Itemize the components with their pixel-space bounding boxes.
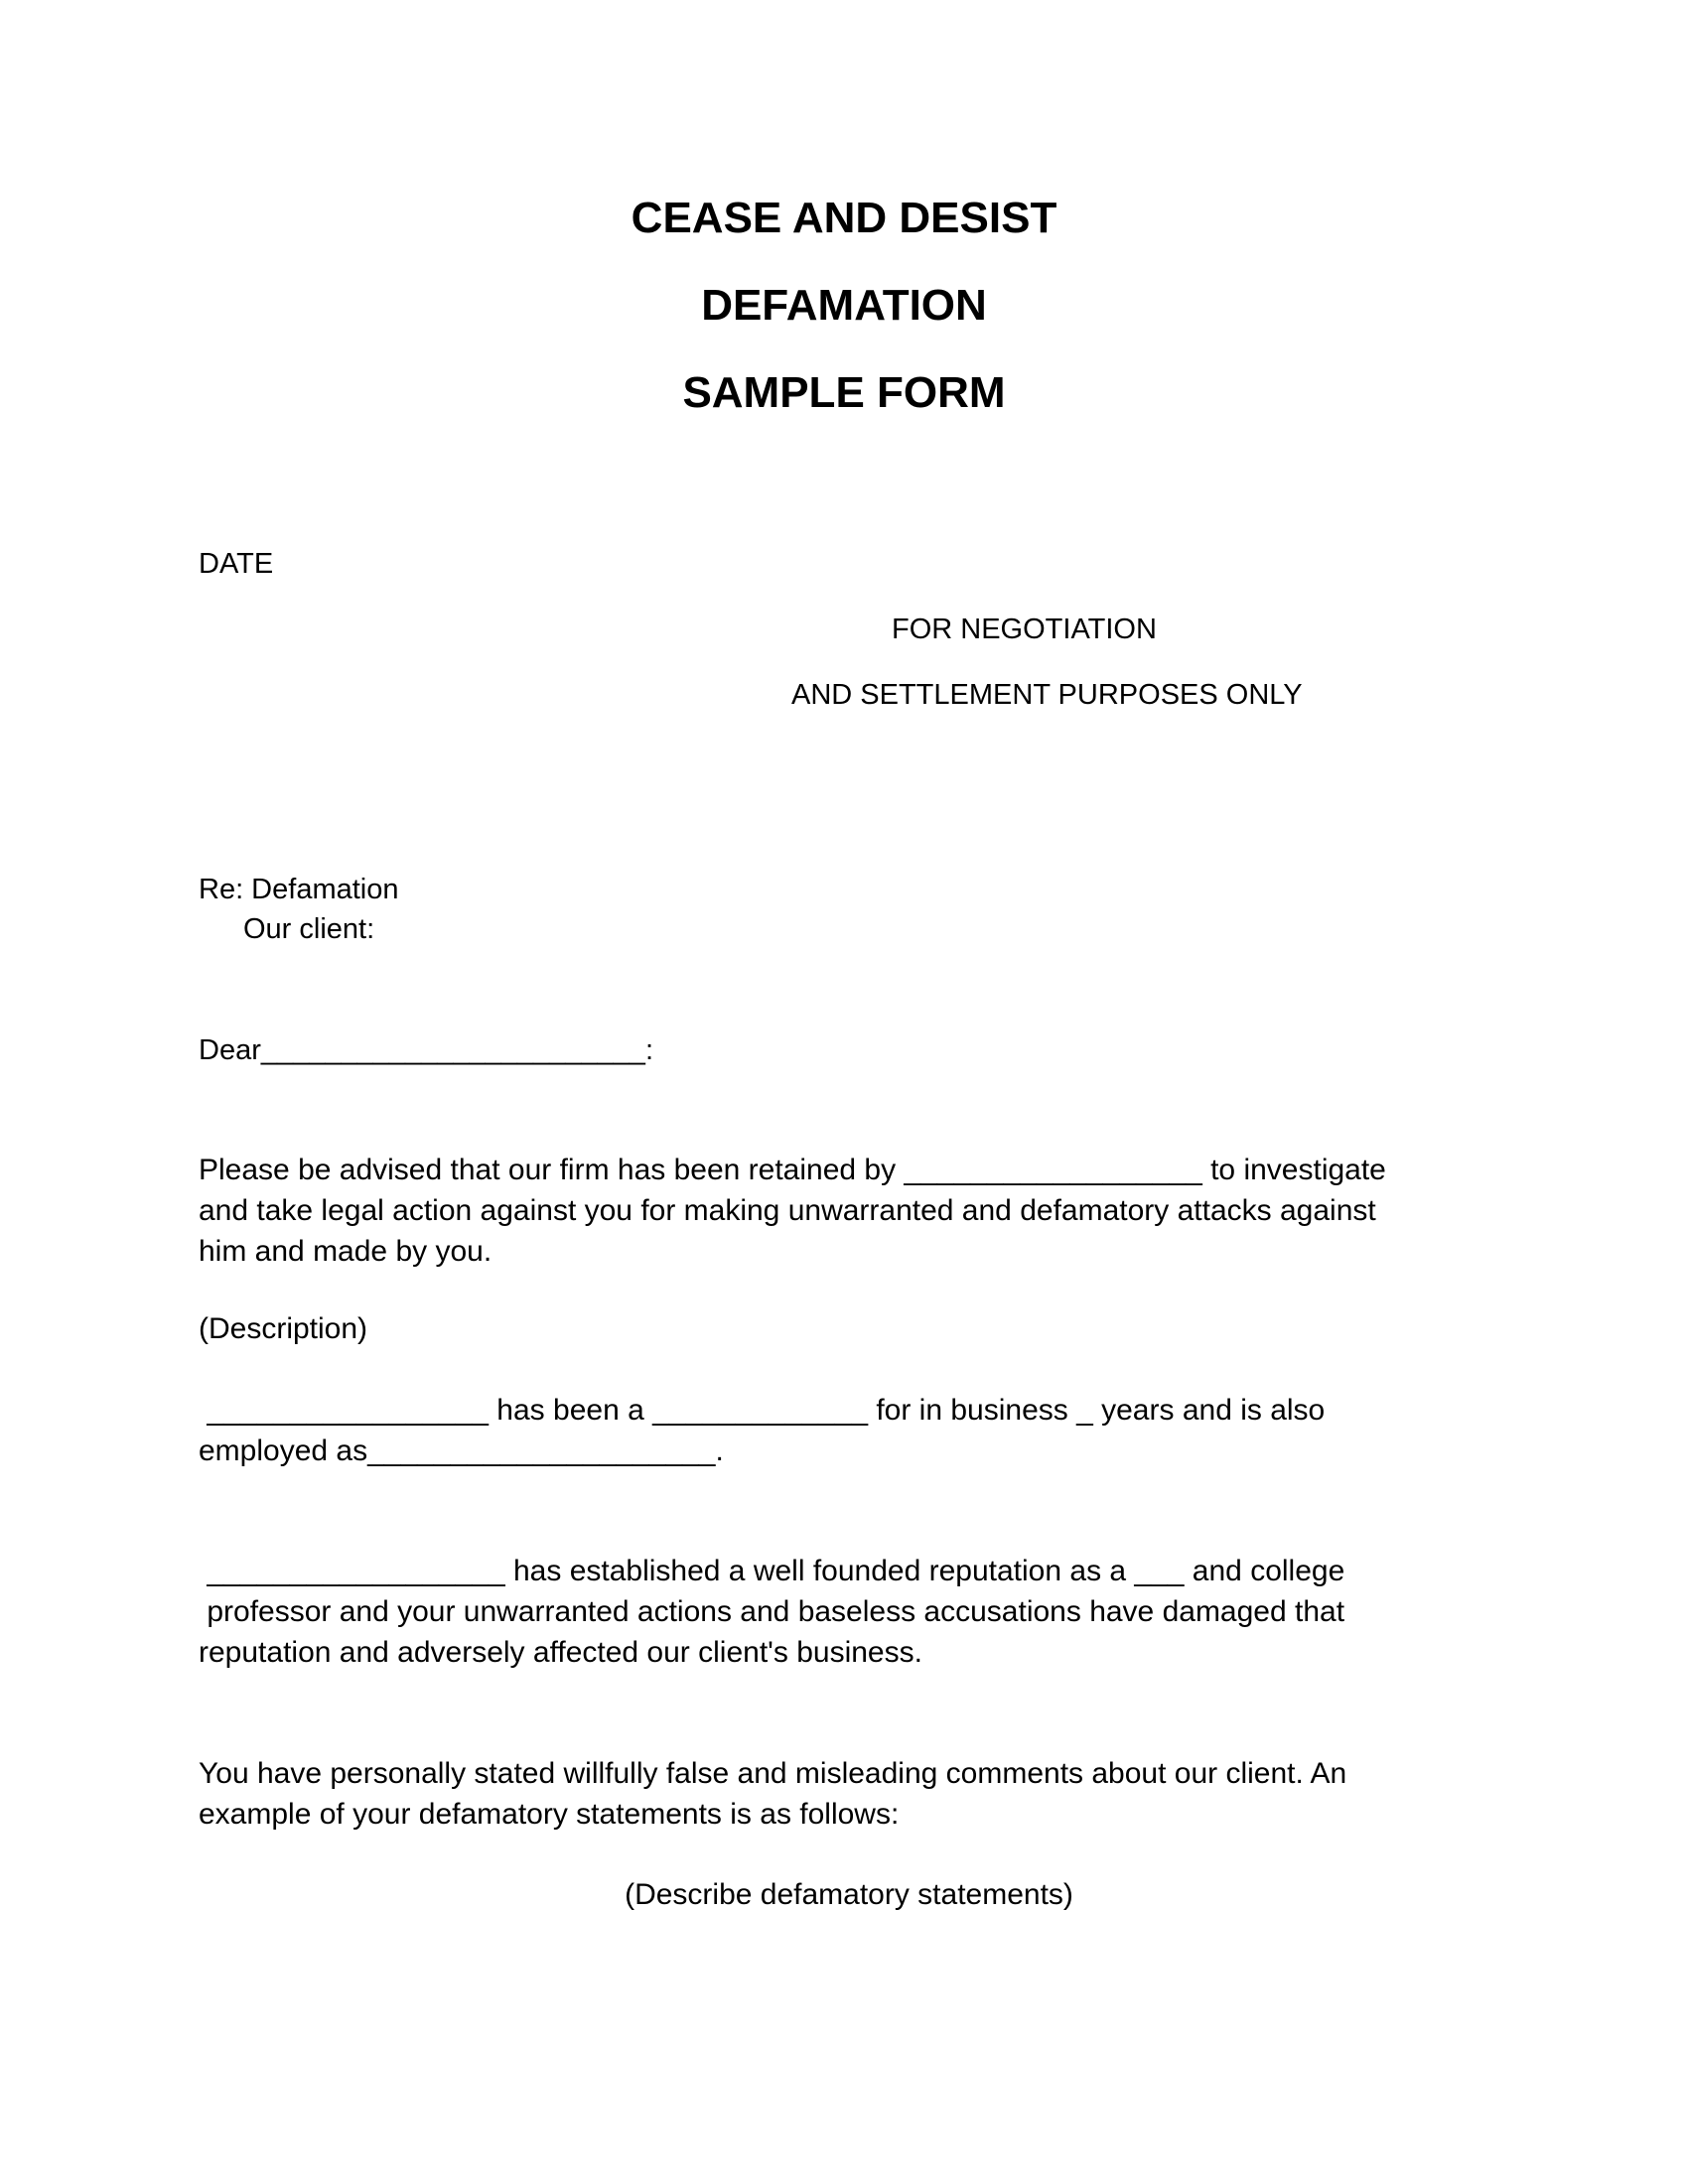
paragraph-description: (Description) (199, 1312, 368, 1345)
paragraph-retained: Please be advised that our firm has been retained by __________________ to investigate and take legal action against you for making unwarranted and defamatory attacks against him and made by you. (199, 1154, 1386, 1268)
title-line-1: CEASE AND DESIST (631, 194, 1057, 242)
re-subject: Re: Defamation (199, 874, 399, 905)
re-our-client: Our client: (243, 913, 375, 945)
paragraph-reputation: __________________ has established a well founded reputation as a ___ and college professor and your unwarranted actions and baseless accusations have damaged that reputation and adversely affected our client's business. (199, 1555, 1345, 1669)
salutation: Dear________________________: (199, 1034, 653, 1066)
title-line-2: DEFAMATION (701, 281, 987, 330)
title-line-3: SAMPLE FORM (682, 368, 1006, 417)
negotiation-line-2: AND SETTLEMENT PURPOSES ONLY (791, 679, 1303, 711)
paragraph-business: _________________ has been a _____________ for in business _ years and is also employed as_____________________. (199, 1394, 1326, 1467)
date-label: DATE (199, 548, 274, 580)
describe-statements: (Describe defamatory statements) (625, 1878, 1073, 1911)
negotiation-line-1: FOR NEGOTIATION (892, 614, 1157, 645)
paragraph-statements: You have personally stated willfully false and misleading comments about our client. An example of your defamatory statements is as follows: (199, 1757, 1347, 1831)
